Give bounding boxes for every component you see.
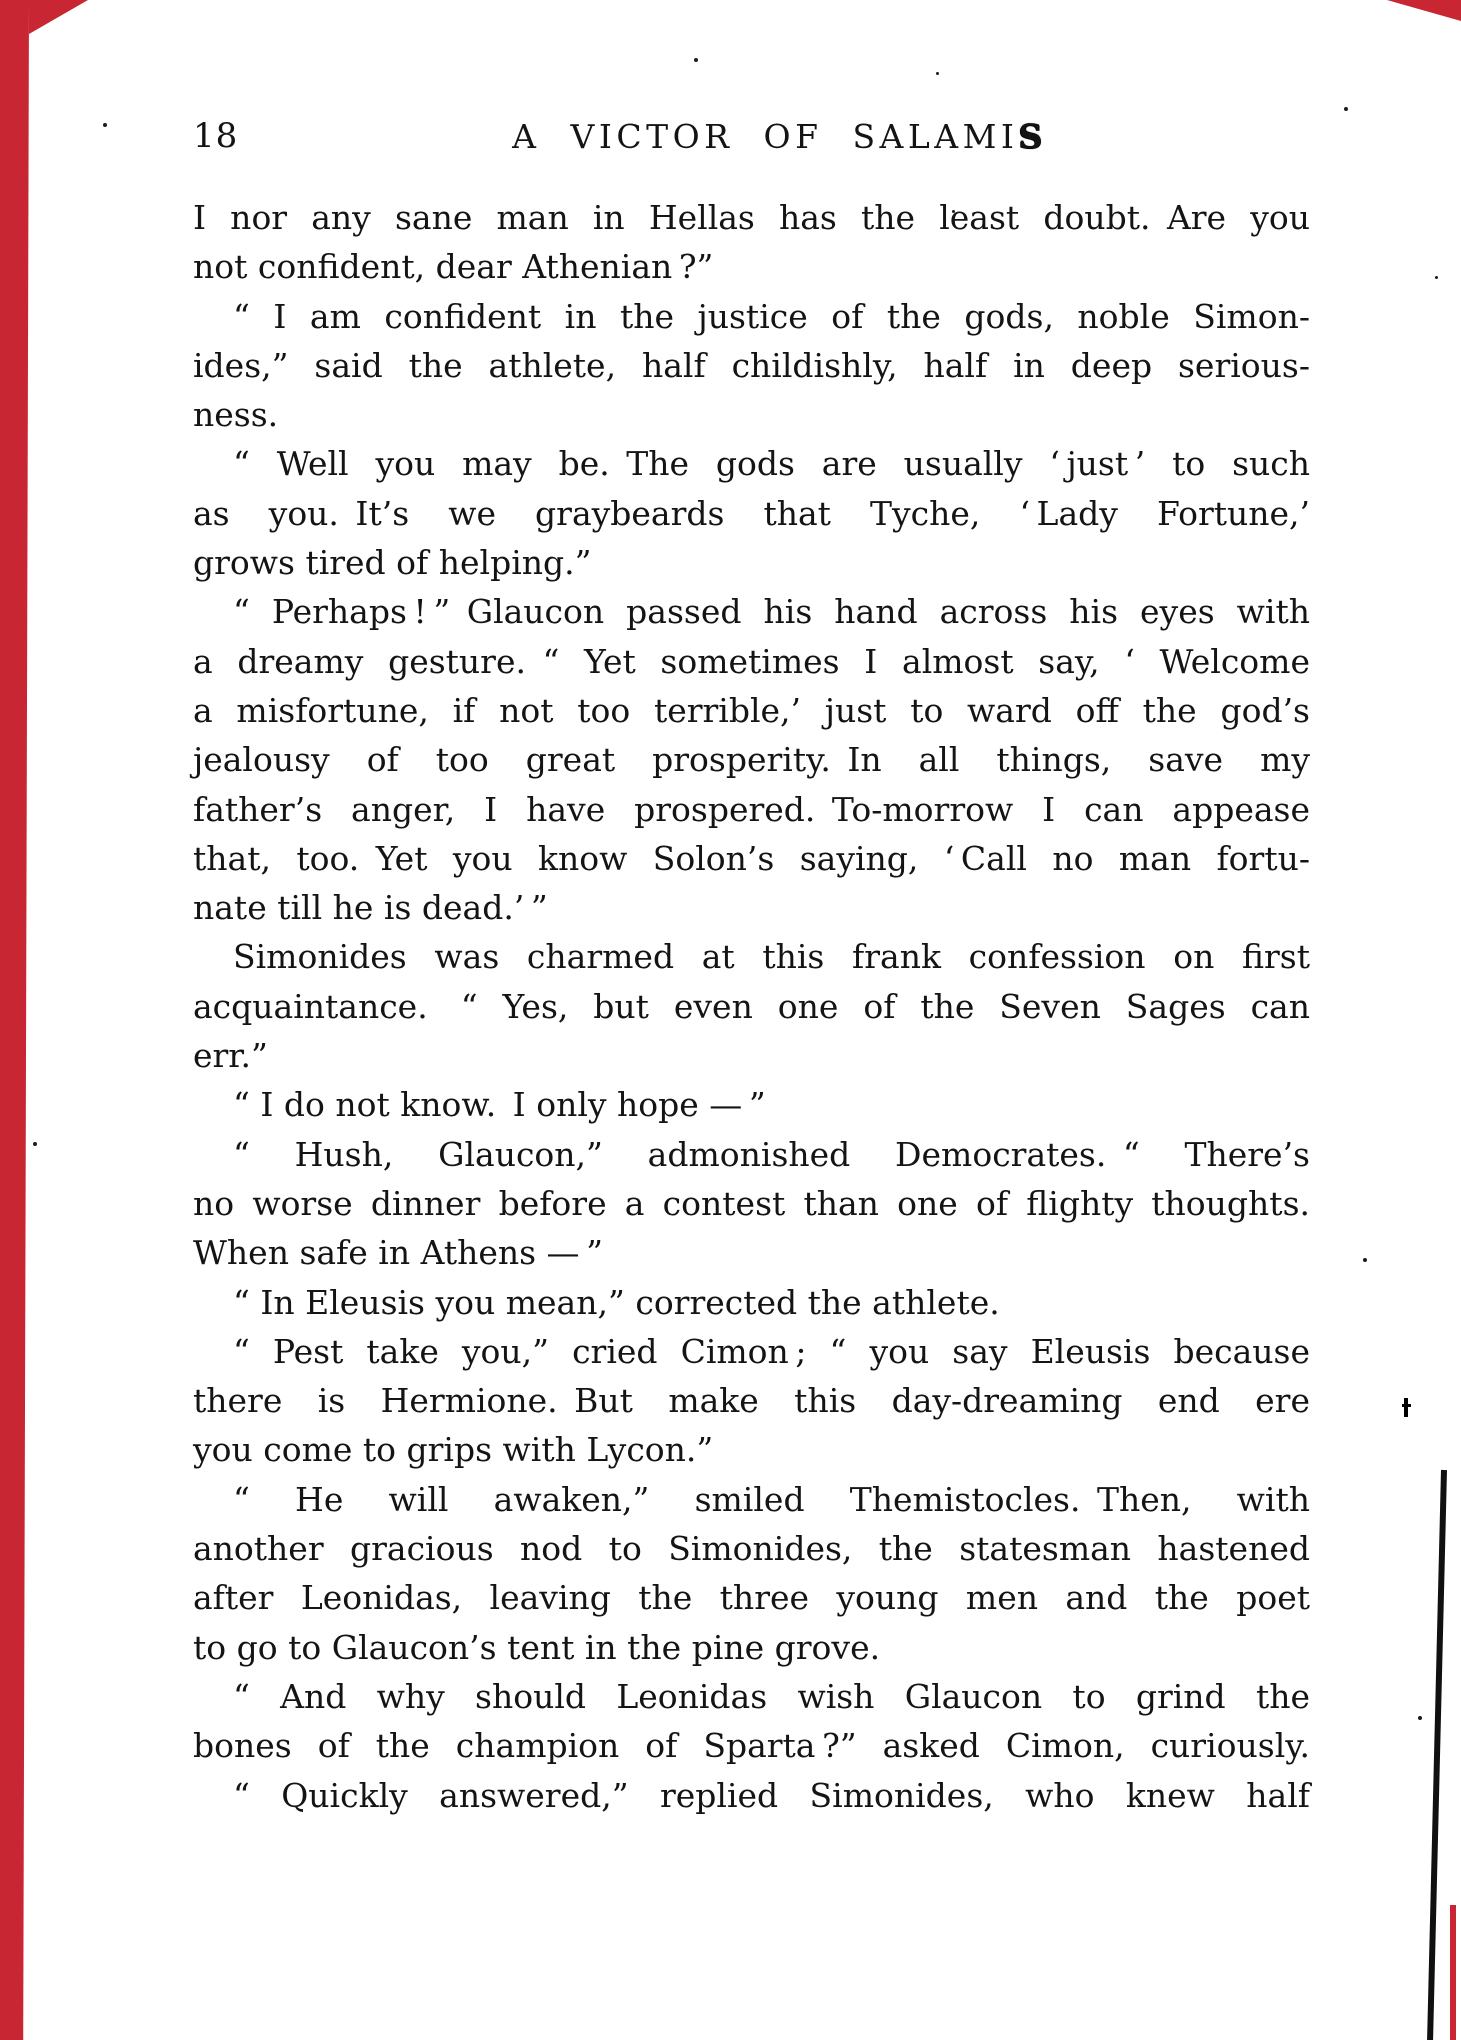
text-line: I nor any sane man in Hellas has the least doubt. Are you xyxy=(193,198,1310,237)
text-line: after Leonidas, leaving the three young men and the poet xyxy=(193,1578,1310,1618)
page-number: 18 xyxy=(193,116,239,156)
red-corner-mark-top-right xyxy=(1387,0,1461,21)
text-line: “ He will awaken,” smiled Themistocles. Then, with xyxy=(233,1479,1310,1519)
text-line: there is Hermione. But make this day-dreaming end ere xyxy=(193,1381,1310,1421)
text-line: bones of the champion of Sparta ?” asked Cimon, curiously. xyxy=(193,1726,1310,1766)
ink-speck xyxy=(1418,1716,1422,1720)
text-line: “ I am confident in the justice of the gods, noble Simon- xyxy=(233,296,1310,336)
red-edge-line-bottom-right xyxy=(1450,1905,1456,2040)
text-line: ides,” said the athlete, half childishly, half in deep serious- xyxy=(193,345,1310,385)
text-line: “ I do not know. I only hope — ” xyxy=(233,1085,766,1125)
running-title-text: A VICTOR OF SALAMI xyxy=(512,117,1019,156)
text-line: no worse dinner before a contest than one of flighty thoughts. xyxy=(193,1183,1310,1223)
text-line: father’s anger, I have prospered. To-morrow I can appease xyxy=(193,789,1310,829)
red-corner-mark-top-left xyxy=(29,0,88,34)
text-line: grows tired of helping.” xyxy=(193,543,592,583)
red-edge-strip-left xyxy=(0,0,29,2040)
text-line: to go to Glaucon’s tent in the pine grove. xyxy=(193,1627,881,1667)
text-line: err.” xyxy=(193,1036,268,1076)
ink-speck xyxy=(1344,107,1348,111)
ink-mark-dagger xyxy=(1404,1398,1408,1417)
text-line: “ Well you may be. The gods are usually ‘ just ’ to such xyxy=(233,444,1310,484)
scan-line-artifact-right xyxy=(1427,1470,1447,2040)
text-line: “ Quickly answered,” replied Simonides, who knew half xyxy=(233,1775,1310,1815)
text-line: “ Pest take you,” cried Cimon ; “ you say Eleusis because xyxy=(233,1331,1310,1371)
text-line: as you. It’s we graybeards that Tyche, ‘ Lady Fortune,’ xyxy=(193,493,1310,533)
text-line: acquaintance. “ Yes, but even one of the Seven Sages can xyxy=(193,986,1310,1026)
text-line: Simonides was charmed at this frank confession on first xyxy=(233,937,1310,977)
text-line: you come to grips with Lycon.” xyxy=(193,1430,714,1470)
text-line: “ And why should Leonidas wish Glaucon to grind the xyxy=(233,1676,1310,1716)
ink-speck xyxy=(694,58,698,62)
text-line: “ In Eleusis you mean,” corrected the athlete. xyxy=(233,1282,1000,1322)
text-line: “ Perhaps ! ” Glaucon passed his hand across his eyes with xyxy=(233,592,1310,632)
ink-speck xyxy=(936,72,939,75)
text-line: When safe in Athens — ” xyxy=(193,1233,604,1273)
text-line: not confident, dear Athenian ?” xyxy=(193,247,714,287)
text-line: nate till he is dead.’ ” xyxy=(193,888,548,928)
text-line: a misfortune, if not too terrible,’ just to ward off the god’s xyxy=(193,690,1310,730)
ink-speck xyxy=(103,123,107,127)
text-line: a dreamy gesture. “ Yet sometimes I almost say, ‘ Welcome xyxy=(193,641,1310,681)
page-text xyxy=(193,193,1310,1820)
text-line: ness. xyxy=(193,395,279,435)
text-line: that, too. Yet you know Solon’s saying, ‘ Call no man fortu- xyxy=(193,838,1310,878)
ink-speck xyxy=(1435,276,1438,279)
ink-speck xyxy=(1363,1258,1367,1262)
running-title-last-letter: S xyxy=(1018,117,1047,156)
running-title xyxy=(193,117,1310,156)
text-line: “ Hush, Glaucon,” admonished Democrates. “ There’s xyxy=(233,1134,1310,1174)
ink-speck xyxy=(33,1142,37,1146)
text-line: another gracious nod to Simonides, the statesman hastened xyxy=(193,1529,1310,1569)
text-line: jealousy of too great prosperity. In all things, save my xyxy=(193,740,1310,780)
